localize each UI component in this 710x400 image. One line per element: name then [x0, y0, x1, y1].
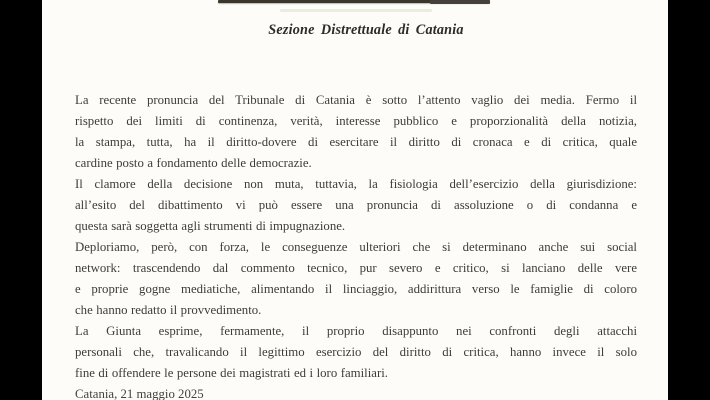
clipped-letterhead-faint-line [280, 9, 432, 12]
paragraph-line: all’esito del dibattimento vi può essere una pronuncia di assoluzione o di condanna e [75, 198, 637, 212]
paragraph-line: La recente pronuncia del Tribunale di Catania è sotto l’attento vaglio dei media. Fermo il [75, 93, 637, 107]
document-body [75, 90, 637, 400]
paragraph-line: fine di offendere le persone dei magistrati ed i loro familiari. [75, 366, 388, 380]
document-page [42, 0, 668, 400]
paragraph-line: Il clamore della decisione non muta, tuttavia, la fisiologia dell’esercizio della giurisdizione: [75, 177, 637, 191]
letterbox-left-bar [0, 0, 42, 400]
paragraph-line: Deploriamo, però, con forza, le conseguenze ulteriori che si determinano anche sui social [75, 240, 637, 254]
paragraph-line: network: trascendendo dal commento tecnico, pur severo e critico, si lanciano delle vere [75, 261, 637, 275]
letterbox-right-bar [668, 0, 710, 400]
paragraph-line: personali che, travalicando il legittimo esercizio del diritto di critica, hanno invece il solo [75, 345, 637, 359]
paragraph-line: cardine posto a fondamento delle democrazie. [75, 156, 312, 170]
date-line: Catania, 21 maggio 2025 [75, 387, 204, 400]
paragraph-line: la stampa, tutta, ha il diritto-dovere di esercitare il diritto di cronaca e di critica, quale [75, 135, 637, 149]
paragraph-line: questa sarà soggetta agli strumenti di impugnazione. [75, 219, 346, 233]
section-title: Sezione Distrettuale di Catania [268, 22, 464, 38]
paragraph-line: che hanno redatto il provvedimento. [75, 303, 262, 317]
paragraph-line: e proprie gogne mediatiche, alimentando il linciaggio, addirittura verso le famiglie di coloro [75, 282, 637, 296]
paragraph-line: La Giunta esprime, fermamente, il proprio disappunto nei confronti degli attacchi [75, 324, 637, 338]
clipped-letterhead-remnant-segment [430, 0, 490, 4]
paragraph-line: rispetto dei limiti di continenza, verità, interesse pubblico e proporzionalità della notizia, [75, 114, 637, 128]
